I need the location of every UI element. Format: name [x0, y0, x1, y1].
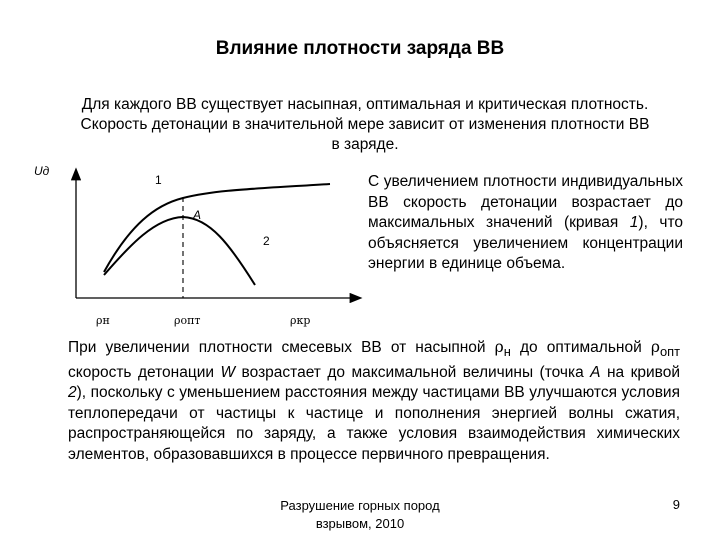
footer-line-1: Разрушение горных пород: [280, 498, 440, 513]
rho-sub-opt: опт: [659, 344, 681, 360]
bp-text-5: на кривой: [600, 363, 680, 381]
bp-text-3: скорость детонации: [68, 363, 221, 381]
right-paragraph: [368, 172, 683, 275]
rho-sub-n: н: [503, 344, 511, 360]
bottom-paragraph: [68, 337, 680, 465]
rho-symbol: ρ: [494, 338, 504, 356]
footer: [255, 497, 465, 533]
curve-1-label: 1: [155, 173, 162, 187]
point-a-ref: A: [590, 363, 601, 381]
right-paragraph-part2: ), что объясняется увеличением концентрации энергии в единице объема.: [368, 214, 683, 272]
curve-2: [104, 217, 255, 285]
y-axis-label: Uд: [34, 164, 50, 178]
page-number: 9: [672, 497, 680, 512]
bp-text-4: возрастает до максимальной величины (точка: [235, 363, 591, 381]
curve-1-ref: 1: [629, 214, 639, 231]
rho-symbol: ρ: [650, 338, 660, 356]
x-tick-rho-opt: ρопт: [174, 314, 201, 327]
slide-title: Влияние плотности заряда ВВ: [215, 38, 505, 59]
bp-text-2: до оптимальной: [510, 339, 651, 356]
x-tick-rho-n: ρн: [96, 314, 110, 327]
point-a-label: A: [193, 208, 202, 222]
footer-line-2: взрывом, 2010: [315, 516, 405, 531]
intro-text: Для каждого ВВ существует насыпная, оптимальная и критическая плотность. Скорость детонации в значительной мере зависит от изменения плотности ВВ в заряде.: [80, 96, 650, 153]
x-tick-rho-kr: ρкр: [290, 314, 311, 327]
right-paragraph-part1: С увеличением плотности индивидуальных ВВ скорость детонации возрастает до максимальных значений (кривая: [368, 173, 683, 231]
curve-2-ref: 2: [68, 384, 77, 402]
bp-text-1: При увеличении плотности смесевых ВВ от насыпной: [68, 339, 495, 356]
curve-2-label: 2: [263, 234, 270, 248]
curve-1: [104, 184, 330, 272]
velocity-symbol: W: [220, 363, 236, 381]
bp-text-6: ), поскольку с уменьшением расстояния между частицами ВВ улучшаются условия теплопередачи от частицы к частице и пополнения энергией волны сжатия, распространяющейся по заряду, а также условия взаимодействия химических элементов, образовавшихся в процессе первичного превращения.: [68, 384, 680, 463]
